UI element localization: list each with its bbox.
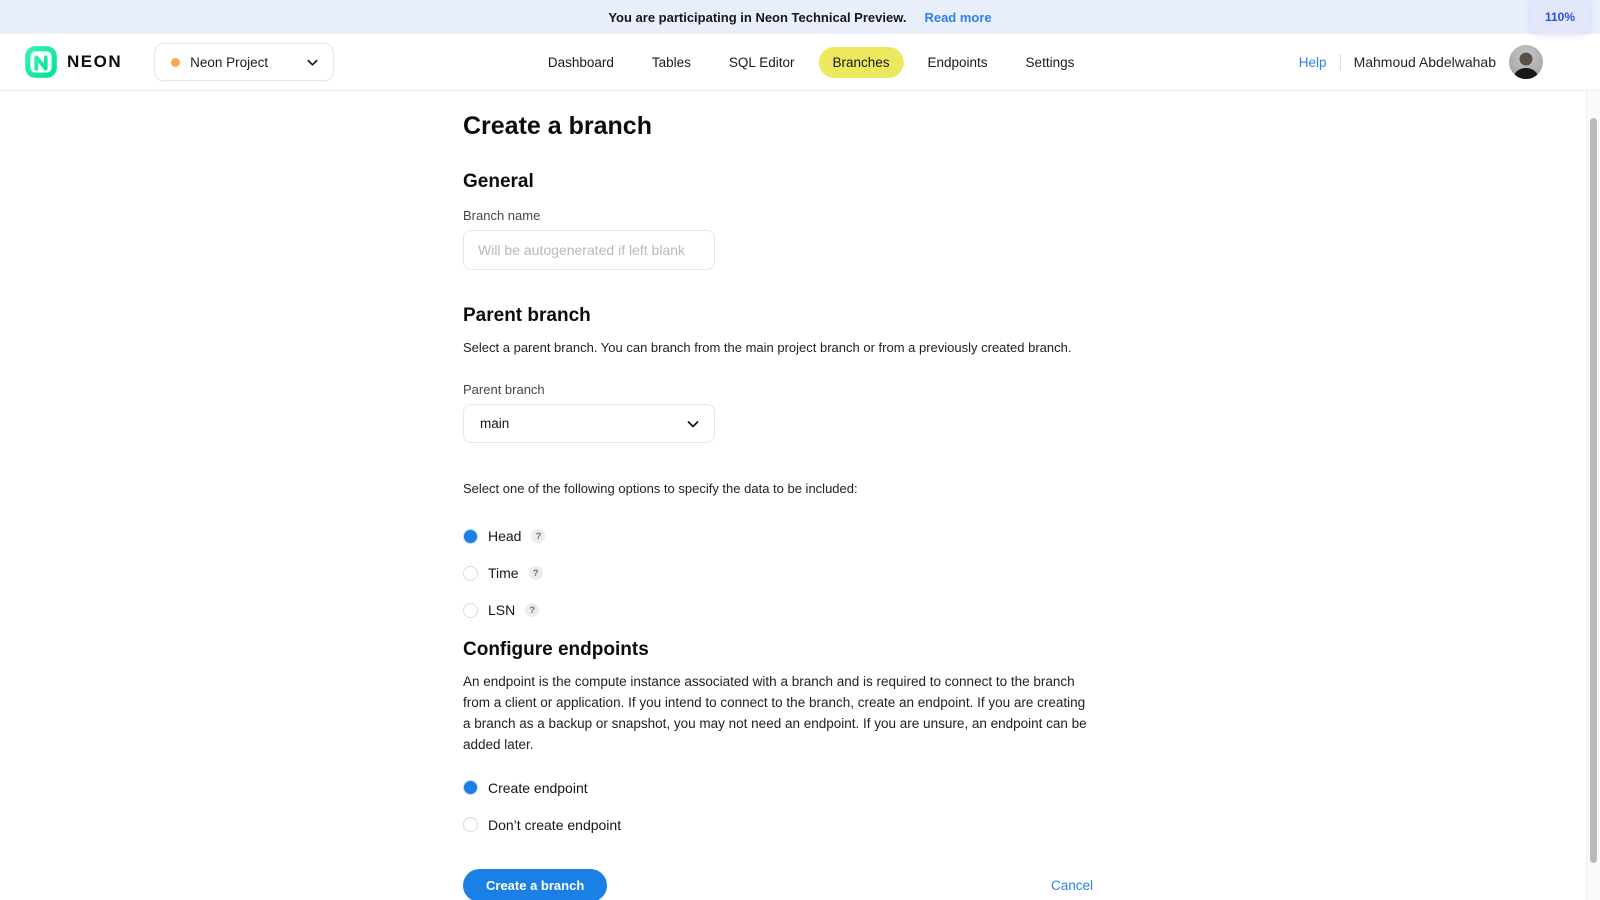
create-branch-button[interactable]: Create a branch	[463, 869, 607, 900]
radio-option-dont-create-endpoint[interactable]	[463, 817, 621, 833]
endpoint-radio-group	[463, 780, 1093, 833]
read-more-link[interactable]: Read more	[924, 9, 992, 25]
nav-menu	[534, 47, 1088, 78]
radio-circle	[463, 817, 478, 832]
radio-option-create-endpoint[interactable]	[463, 780, 588, 796]
radio-label: Time	[488, 565, 519, 582]
neon-wordmark: NEON	[67, 52, 123, 71]
radio-label: Head	[488, 528, 522, 545]
user-name: Mahmoud Abdelwahab	[1353, 54, 1496, 70]
help-link[interactable]: Help	[1298, 54, 1327, 70]
zoom-level-badge: 110%	[1530, 0, 1590, 34]
radio-label: Don’t create endpoint	[488, 816, 622, 833]
cancel-link[interactable]: Cancel	[1050, 877, 1093, 893]
nav-right-group	[1299, 45, 1543, 79]
data-options-prompt: Select one of the following options to specify the data to be included:	[463, 481, 858, 497]
nav-item-sql-editor[interactable]	[715, 47, 809, 78]
nav-item-label: Branches	[832, 54, 890, 70]
chevron-down-icon	[306, 56, 319, 69]
branch-name-label: Branch name	[463, 208, 541, 223]
help-question-icon[interactable]: ?	[525, 603, 539, 617]
nav-item-label: SQL Editor	[728, 54, 795, 70]
nav-left-group	[0, 43, 334, 81]
general-section-heading: General	[463, 171, 534, 192]
scrollbar-track[interactable]	[1586, 92, 1600, 900]
radio-circle	[463, 780, 478, 795]
radio-option-time[interactable]	[463, 565, 543, 581]
radio-label: Create endpoint	[488, 779, 588, 796]
scrollbar-thumb[interactable]	[1590, 118, 1597, 863]
nav-item-label: Settings	[1025, 54, 1075, 70]
nav-item-settings[interactable]	[1012, 47, 1089, 78]
nav-divider	[1340, 54, 1341, 70]
radio-option-head[interactable]	[463, 528, 545, 544]
nav-item-endpoints[interactable]	[914, 47, 1002, 78]
help-question-icon[interactable]: ?	[529, 566, 543, 580]
nav-item-label: Dashboard	[547, 54, 614, 70]
nav-item-label: Tables	[651, 54, 691, 70]
branch-name-input[interactable]	[463, 230, 715, 270]
project-selector[interactable]	[154, 43, 334, 81]
configure-endpoints-heading: Configure endpoints	[463, 639, 649, 661]
user-avatar[interactable]	[1509, 45, 1543, 79]
page-title: Create a branch	[463, 112, 652, 140]
create-branch-form	[463, 91, 1093, 900]
technical-preview-banner	[0, 0, 1600, 34]
nav-item-label: Endpoints	[927, 54, 988, 70]
project-name: Neon Project	[190, 54, 269, 70]
configure-endpoints-description: An endpoint is the compute instance associated with a branch and is required to connect to the branch from a client or application. If you intend to connect to the branch, create an endpoint. If you are creating a branch as a backup or snapshot, you may not need an endpoint. If you are unsure, an endpoint can be added later.	[463, 674, 1087, 753]
radio-circle	[463, 566, 478, 581]
radio-label: LSN	[488, 602, 516, 619]
radio-circle	[463, 603, 478, 618]
banner-message: You are participating in Neon Technical Preview.	[608, 9, 907, 25]
radio-option-lsn[interactable]	[463, 602, 539, 618]
parent-branch-label: Parent branch	[463, 382, 545, 398]
neon-logo[interactable]	[24, 45, 122, 79]
chevron-down-icon	[686, 417, 700, 431]
nav-item-dashboard[interactable]	[534, 47, 628, 78]
project-status-dot	[171, 58, 180, 67]
radio-circle	[463, 529, 478, 544]
nav-item-branches[interactable]	[818, 47, 903, 78]
top-nav	[0, 34, 1600, 91]
parent-branch-heading: Parent branch	[463, 305, 591, 326]
help-question-icon[interactable]: ?	[531, 529, 545, 543]
neon-logo-icon	[24, 45, 58, 79]
nav-item-tables[interactable]	[638, 47, 705, 78]
parent-branch-select[interactable]	[463, 404, 715, 443]
form-actions	[463, 869, 1093, 900]
parent-branch-description: Select a parent branch. You can branch from the main project branch or from a previously created branch.	[463, 340, 1072, 355]
parent-branch-selected-value: main	[480, 416, 510, 432]
data-options-radio-group	[463, 528, 1093, 618]
